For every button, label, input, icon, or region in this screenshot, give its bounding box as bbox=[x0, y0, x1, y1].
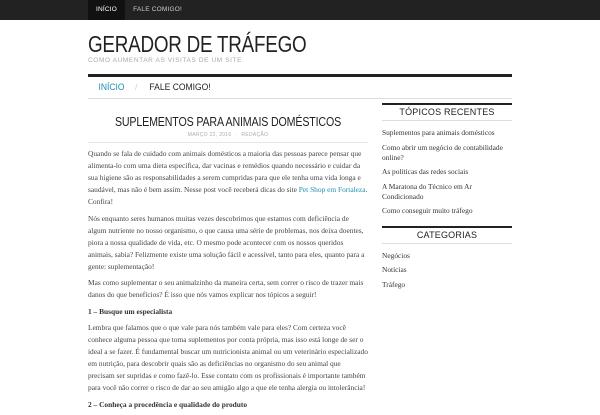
recent-posts-list bbox=[382, 121, 512, 219]
main-nav-fale-comigo[interactable]: FALE COMIGO! bbox=[149, 82, 211, 93]
post-subheading: 1 – Busque um especialista bbox=[88, 306, 173, 316]
post-date[interactable]: MARÇO 22, 2016 bbox=[187, 132, 232, 138]
main-nav-inicio[interactable]: INÍCIO bbox=[98, 82, 125, 93]
post-title[interactable]: SUPLEMENTOS PARA ANIMAIS DOMÉSTICOS bbox=[114, 114, 342, 129]
post-meta bbox=[88, 132, 368, 138]
recent-post-link[interactable]: Como abrir um negócio de contabilidade online? bbox=[382, 142, 503, 162]
post-subheading: 2 – Conheça a procedência e qualidade do produto bbox=[88, 399, 248, 409]
recent-post-link[interactable]: A Maratona do Técnico em Ar Condicionado bbox=[382, 181, 472, 201]
top-nav-inicio[interactable]: INÍCIO bbox=[88, 0, 125, 20]
top-bar bbox=[0, 0, 600, 20]
category-link[interactable]: Notícias bbox=[382, 265, 407, 274]
sidebar bbox=[382, 103, 512, 292]
main-nav bbox=[88, 74, 512, 99]
post-paragraph: Mas como suplementar o seu animalzinho da maneira certa, sem correr o risco de trazer mais danos do que benefícios? É isso que nós vamos explicar nos tópicos a seguir! bbox=[88, 278, 364, 299]
recent-post-link[interactable]: Como conseguir muito tráfego bbox=[382, 206, 473, 215]
category-link[interactable]: Negócios bbox=[382, 250, 410, 260]
site-title[interactable]: GERADOR DE TRÁFEGO bbox=[88, 31, 307, 57]
categories-widget bbox=[382, 226, 512, 293]
post-author[interactable]: REDAÇÃO bbox=[241, 132, 269, 138]
post-divider bbox=[88, 142, 368, 143]
nav-separator: / bbox=[135, 83, 138, 92]
post-paragraph: Nós enquanto seres humanos muitas vezes descobrimos que estamos com deficiência de algum nutriente no nosso organismo, o que causa uma série de problemas, nos deixa doentes, piora a nossa qualidade de vida, etc. O mesmo pode acontecer com os nossos queridos animais, sabia? Felizmente existe uma solução fácil e acessível, tanto para eles, quanto para a gente: suplementação! bbox=[88, 213, 365, 271]
categories-list bbox=[382, 244, 512, 293]
category-link[interactable]: Tráfego bbox=[382, 279, 406, 289]
recent-post-link[interactable]: As políticas das redes sociais bbox=[382, 167, 469, 176]
meta-separator: · bbox=[235, 132, 238, 138]
top-nav bbox=[88, 0, 190, 20]
pet-shop-link[interactable]: Pet Shop em Fortaleza bbox=[298, 185, 366, 194]
post-paragraph: Quando se fala de cuidado com animais domésticos a maioria das pessoas parece pensar que alimenta-lo com uma dieta específica, dar vacinas e remédios quando necessário e cuidar da sua higiene são as responsabilidades a serem cumpridas para que ele tenha uma vida longa e saudável, mas não é bem assim. Nesse post você receberá dicas do site Pet Shop em Fortaleza. Confira! bbox=[88, 149, 368, 206]
recent-post-link[interactable]: Suplementos para animais domésticos bbox=[382, 128, 495, 137]
post-paragraph: Lembra que falamos que o que vale para nós também vale para eles? Com certeza você conhece alguma pessoa que toma suplementos por conta própria, mas isso está longe de ser o ideal a se fazer. É fundamental buscar um nutricionista animal ou um veterinário especializado em nutrição, para descobrir quais são as deficiências no organismo do seu animal que precisam ser supridas e como fazê-lo. Esse contato com os profissionais é importante também para você não correr o risco de dar ao seu amigão algo a que ele tenha alergia ou intolerância! bbox=[88, 323, 368, 392]
top-nav-fale-comigo[interactable]: FALE COMIGO! bbox=[133, 6, 183, 13]
recent-posts-widget bbox=[382, 103, 512, 219]
widget-title: CATEGORIAS bbox=[382, 226, 512, 244]
site-description: COMO AUMENTAR AS VISITAS DE UM SITE bbox=[88, 57, 243, 64]
post-content bbox=[88, 148, 368, 415]
widget-title: TÓPICOS RECENTES bbox=[382, 103, 512, 121]
